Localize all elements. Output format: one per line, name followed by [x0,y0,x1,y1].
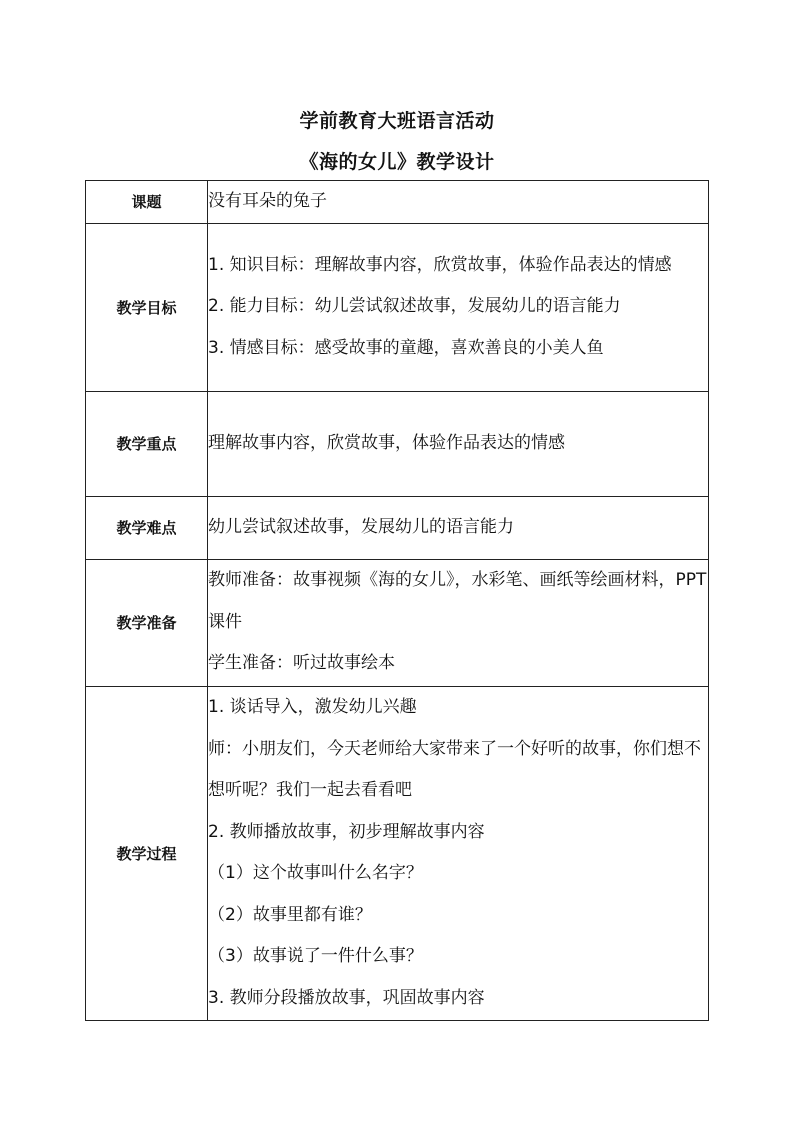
label-objectives: 教学目标 [86,223,208,391]
label-topic: 课题 [86,181,208,224]
process-step-3: 3. 教师分段播放故事，巩固故事内容 [208,987,485,1008]
process-question-1: （1）这个故事叫什么名字？ [208,863,423,883]
content-topic [208,181,709,224]
process-teacher-speech: 师：小朋友们，今天老师给大家带来了一个好听的故事，你们想不想听呢？我们一起去看看吧 [208,738,701,800]
process-question-3: （3）故事说了一件什么事？ [208,946,423,966]
content-key-points [208,391,709,496]
label-difficulties: 教学难点 [86,496,208,559]
table-row-key-points [86,391,709,496]
label-process: 教学过程 [86,686,208,1020]
content-difficulties [208,496,709,559]
table-row-difficulties [86,496,709,559]
label-key-points: 教学重点 [86,391,208,496]
label-preparation: 教学准备 [86,559,208,686]
objective-ability: 2. 能力目标：幼儿尝试叙述故事，发展幼儿的语言能力 [208,296,621,317]
lesson-plan-table [85,180,709,1021]
difficulties-text: 幼儿尝试叙述故事，发展幼儿的语言能力 [208,516,514,537]
content-preparation [208,559,709,686]
topic-text: 没有耳朵的兔子 [208,191,327,211]
key-points-text: 理解故事内容，欣赏故事，体验作品表达的情感 [208,432,565,453]
table-row-objectives [86,223,709,391]
preparation-student: 学生准备：听过故事绘本 [208,653,395,674]
process-step-2: 2. 教师播放故事，初步理解故事内容 [208,821,485,842]
table-row-process [86,686,709,1020]
process-step-1: 1. 谈话导入，激发幼儿兴趣 [208,697,417,717]
process-question-2: （2）故事里都有谁？ [208,904,372,925]
objective-knowledge: 1. 知识目标：理解故事内容，欣赏故事，体验作品表达的情感 [208,254,672,275]
preparation-teacher: 教师准备：故事视频《海的女儿》，水彩笔、画纸等绘画材料，PPT课件 [208,570,707,632]
table-row-preparation [86,559,709,686]
table-row-topic [86,181,709,224]
objective-emotion: 3. 情感目标：感受故事的童趣，喜欢善良的小美人鱼 [208,337,604,358]
content-process [208,686,709,1020]
document-title: 学前教育大班语言活动 [299,110,495,132]
content-objectives [208,223,709,391]
document-subtitle: 《海的女儿》教学设计 [299,151,495,173]
